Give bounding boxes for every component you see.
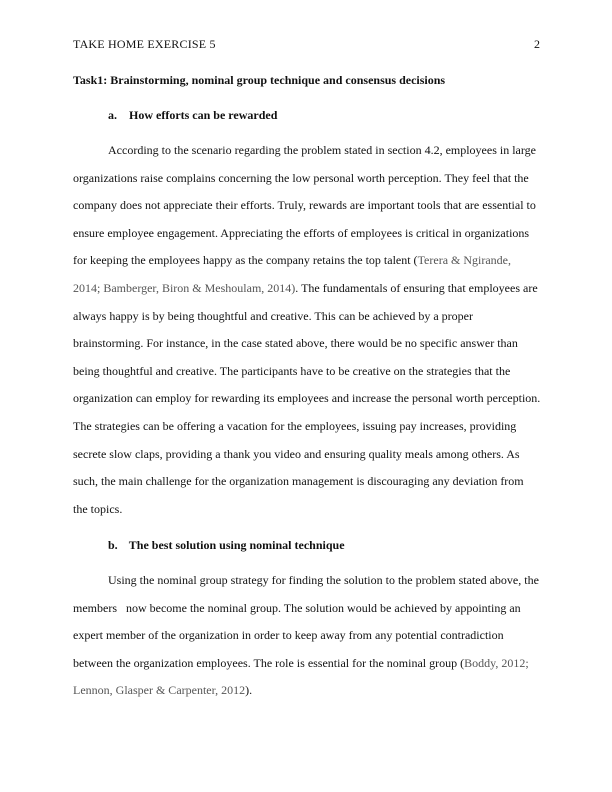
text-line: members now become the nominal group. The solution would be achieved by appointing an [73, 600, 521, 615]
text-line: expert member of the organization in order to keep away from any potential contradiction [73, 628, 504, 643]
citation: 2014; Bamberger, Biron & Meshoulam, 2014) [73, 280, 296, 295]
text-line [73, 251, 539, 279]
text-line: secrete slow claps, providing a thank you video and ensuring quality meals among others. As [73, 446, 520, 461]
task-heading: Task1: Brainstorming, nominal group technique and consensus decisions [73, 73, 446, 87]
text-line: organization can employ for rewarding its employees and increase the personal worth perception. [73, 391, 541, 406]
text-line: always happy is by being thoughtful and creative. This can be achieved by a proper [73, 308, 473, 323]
text-line: being thoughtful and creative. The participants have to be creative on the strategies that the [73, 363, 511, 378]
text-line [73, 279, 539, 307]
text-line: organizations raise complains concerning the low personal worth perception. They feel that the [73, 170, 529, 185]
citation: Lennon, Glasper & Carpenter, 2012 [73, 683, 246, 698]
text-line: such, the main challenge for the organization management is discouraging any deviation from [73, 474, 524, 489]
text-line [73, 681, 539, 709]
section-a-heading [108, 108, 277, 123]
text-line: According to the scenario regarding the problem stated in section 4.2, employees in large [108, 143, 536, 157]
citation: Terera & Ngirande, [417, 253, 512, 268]
section-b-paragraph [73, 571, 539, 709]
section-b-title: The best solution using nominal technique [128, 538, 345, 552]
section-a-label: a. [108, 108, 117, 122]
text-run: for keeping the employees happy as the company retains the top talent ( [73, 253, 418, 268]
text-line: company does not appreciate their efforts. Truly, rewards are important tools that are essential to [73, 198, 536, 213]
text-line: ensure employee engagement. Appreciating the efforts of employees is critical in organizations [73, 225, 530, 240]
section-b-heading [108, 538, 345, 553]
text-run: between the organization employees. The role is essential for the nominal group ( [73, 655, 465, 670]
text-run: ). [245, 683, 253, 698]
section-b-label: b. [108, 538, 118, 552]
page-number: 2 [534, 37, 540, 51]
running-head-title: TAKE HOME EXERCISE 5 [73, 37, 216, 51]
section-a-paragraph [73, 141, 539, 527]
text-line: Using the nominal group strategy for finding the solution to the problem stated above, the [108, 573, 539, 587]
text-line: the topics. [73, 501, 123, 516]
text-line: The strategies can be offering a vacation for the employees, issuing pay increases, providing [73, 418, 517, 433]
text-line [73, 654, 539, 682]
citation: Boddy, 2012; [464, 655, 529, 670]
text-run: . The fundamentals of ensuring that employees are [295, 280, 538, 295]
text-line: brainstorming. For instance, in the case stated above, there would be no specific answer than [73, 336, 518, 351]
section-a-title: How efforts can be rewarded [129, 108, 278, 122]
